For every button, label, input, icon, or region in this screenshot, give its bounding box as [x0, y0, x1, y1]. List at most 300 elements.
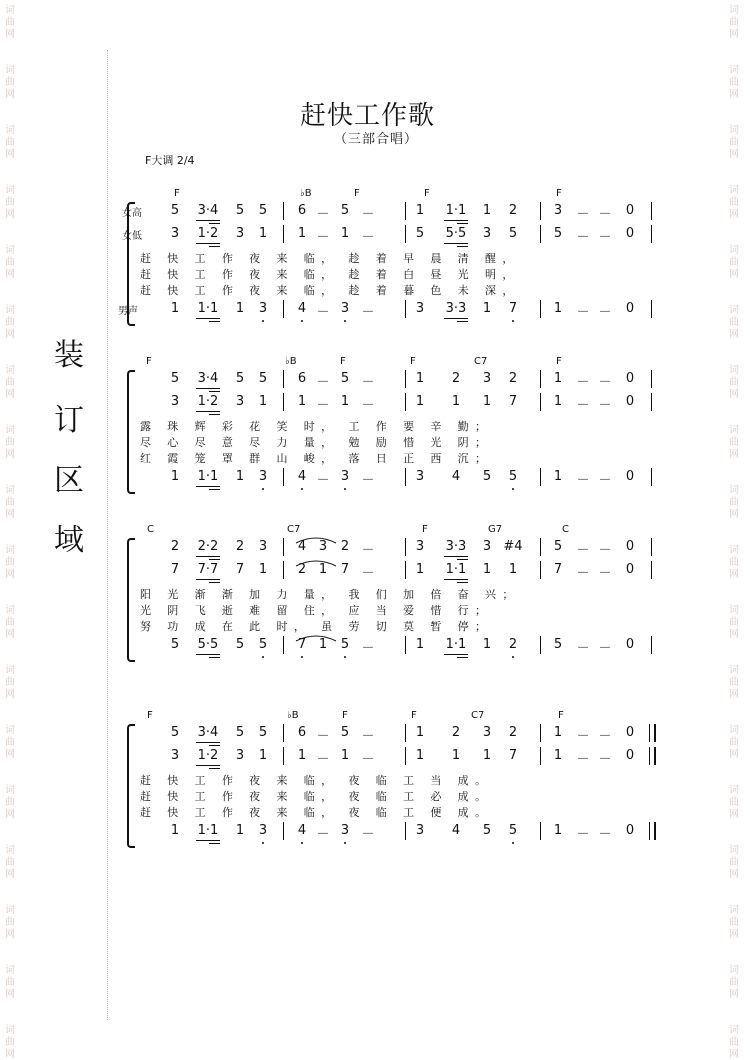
soprano-note: 2: [451, 725, 461, 740]
watermark-char: 网: [729, 269, 739, 280]
barline: [405, 300, 406, 318]
alto-note: 1·2: [197, 748, 219, 763]
chord-symbol: F: [411, 710, 417, 721]
barline: [405, 636, 406, 654]
alto-note: 1: [451, 394, 461, 409]
watermark-char: 词: [729, 965, 739, 976]
alto-note: 0: [625, 394, 635, 409]
watermark-char: 网: [729, 89, 739, 100]
chord-symbol: F: [146, 356, 152, 367]
soprano-note: 0: [625, 371, 635, 386]
sixteenth-underline: [209, 582, 220, 583]
alto-note: 5: [508, 226, 518, 241]
system-brace: [127, 202, 135, 326]
binding-label-char: 订: [54, 403, 84, 438]
male-note: 1: [482, 637, 492, 652]
system-brace: [127, 724, 135, 848]
watermark-char: 网: [5, 629, 15, 640]
alto-note: 5·5: [445, 226, 467, 241]
barline: [540, 225, 541, 243]
chord-symbol: F: [556, 188, 562, 199]
watermark-char: 曲: [729, 17, 739, 28]
male-note: 3: [258, 823, 268, 838]
eighth-underline: [444, 220, 468, 221]
male-note: 3: [415, 301, 425, 316]
watermark-char: 网: [5, 269, 15, 280]
alto-note: 0: [625, 748, 635, 763]
barline: [405, 370, 406, 388]
male-note: －: [576, 305, 590, 320]
watermark-char: 词: [5, 5, 15, 16]
barline: [651, 561, 652, 579]
alto-note: －: [598, 566, 612, 581]
soprano-note: 3: [318, 539, 328, 554]
soprano-note: 1: [553, 371, 563, 386]
low-octave-dot: [262, 488, 264, 490]
alto-note: 1: [482, 748, 492, 763]
barline: [651, 370, 652, 388]
chord-symbol: F: [340, 356, 346, 367]
watermark-char: 词: [729, 605, 739, 616]
sixteenth-underline: [209, 223, 220, 224]
watermark-char: 网: [5, 929, 15, 940]
eighth-underline: [196, 243, 220, 244]
watermark-char: 曲: [5, 857, 15, 868]
male-note: 1: [318, 637, 328, 652]
male-note: 1·1: [197, 469, 219, 484]
barline: [540, 393, 541, 411]
voice-label-male: 男声: [118, 306, 138, 317]
male-note: 3: [340, 469, 350, 484]
soprano-note: 5: [258, 725, 268, 740]
watermark-char: 网: [5, 149, 15, 160]
watermark-char: 网: [729, 689, 739, 700]
eighth-underline: [196, 220, 220, 221]
male-note: 5: [235, 637, 245, 652]
watermark-char: 网: [729, 809, 739, 820]
eighth-underline: [196, 388, 220, 389]
soprano-note: 5: [340, 203, 350, 218]
barline: [283, 538, 284, 556]
alto-note: 1: [340, 748, 350, 763]
low-octave-dot: [301, 842, 303, 844]
sixteenth-underline: [209, 559, 220, 560]
sixteenth-underline: [457, 559, 468, 560]
barline: [651, 225, 652, 243]
watermark-char: 曲: [5, 77, 15, 88]
alto-note: 1: [318, 562, 328, 577]
watermark-char: 网: [5, 509, 15, 520]
alto-note: 3: [235, 226, 245, 241]
alto-note: －: [598, 752, 612, 767]
male-note: 3: [340, 301, 350, 316]
watermark-char: 网: [729, 29, 739, 40]
watermark-char: 网: [729, 989, 739, 1000]
barline: [405, 724, 406, 742]
soprano-note: －: [361, 543, 375, 558]
soprano-note: 2: [508, 203, 518, 218]
eighth-underline: [444, 579, 468, 580]
soprano-note: 3: [415, 539, 425, 554]
song-subtitle: （三部合唱）: [334, 132, 419, 147]
soprano-note: 3: [482, 725, 492, 740]
alto-note: －: [316, 752, 330, 767]
barline: [283, 300, 284, 318]
male-note: 2: [508, 637, 518, 652]
soprano-note: 5: [235, 725, 245, 740]
male-note: －: [576, 827, 590, 842]
male-note: 5: [508, 823, 518, 838]
watermark-char: 曲: [729, 677, 739, 688]
alto-note: 5: [553, 226, 563, 241]
eighth-underline: [444, 243, 468, 244]
watermark-char: 曲: [729, 77, 739, 88]
low-octave-dot: [344, 320, 346, 322]
watermark-char: 曲: [5, 557, 15, 568]
barline: [283, 468, 284, 486]
soprano-note: 1: [415, 371, 425, 386]
watermark-char: 曲: [729, 1037, 739, 1048]
sixteenth-underline: [209, 843, 220, 844]
male-note: 1·1: [445, 637, 467, 652]
alto-note: 7·7: [197, 562, 219, 577]
male-note: 4: [297, 301, 307, 316]
alto-note: 0: [625, 226, 635, 241]
male-note: 5: [170, 637, 180, 652]
alto-note: 3: [235, 748, 245, 763]
male-note: 1·1: [197, 823, 219, 838]
soprano-note: 3·3: [445, 539, 467, 554]
watermark-char: 网: [5, 29, 15, 40]
song-title: 赶快工作歌: [300, 101, 436, 131]
soprano-note: 5: [235, 371, 245, 386]
soprano-note: －: [316, 375, 330, 390]
chord-symbol: F: [424, 188, 430, 199]
alto-note: 7: [235, 562, 245, 577]
male-note: 3: [258, 301, 268, 316]
watermark-char: 曲: [729, 197, 739, 208]
low-octave-dot: [344, 842, 346, 844]
watermark-char: 网: [729, 749, 739, 760]
sixteenth-underline: [209, 745, 220, 746]
soprano-note: 1: [415, 725, 425, 740]
soprano-note: 3·4: [197, 725, 219, 740]
watermark-char: 曲: [729, 317, 739, 328]
watermark-char: 词: [5, 545, 15, 556]
eighth-underline: [196, 411, 220, 412]
chord-symbol: C7: [287, 524, 301, 535]
male-note: 1: [235, 469, 245, 484]
low-octave-dot: [301, 488, 303, 490]
binding-label-char: 装: [54, 338, 84, 373]
sixteenth-underline: [457, 582, 468, 583]
soprano-note: －: [361, 729, 375, 744]
soprano-note: 5: [170, 371, 180, 386]
watermark-char: 网: [729, 449, 739, 460]
soprano-note: 2: [508, 725, 518, 740]
alto-note: 1: [415, 748, 425, 763]
low-octave-dot: [512, 842, 514, 844]
male-note: 1: [235, 823, 245, 838]
watermark-char: 词: [5, 305, 15, 316]
alto-note: －: [576, 230, 590, 245]
chord-symbol: F: [342, 710, 348, 721]
watermark-char: 曲: [729, 977, 739, 988]
barline: [283, 724, 284, 742]
lyric-line: 阳 光 渐 渐 加 力 量， 我 们 加 倍 奋 兴；: [140, 588, 520, 601]
soprano-note: －: [316, 207, 330, 222]
watermark-char: 词: [5, 425, 15, 436]
watermark-char: 网: [729, 869, 739, 880]
male-note: 4: [451, 823, 461, 838]
chord-symbol: G7: [488, 524, 503, 535]
sixteenth-underline: [209, 321, 220, 322]
slur: [294, 633, 338, 643]
barline: [540, 370, 541, 388]
alto-note: 1·2: [197, 394, 219, 409]
alto-note: 1: [340, 226, 350, 241]
male-note: 5: [553, 637, 563, 652]
alto-note: －: [361, 230, 375, 245]
barline: [283, 636, 284, 654]
soprano-note: 3: [482, 371, 492, 386]
low-octave-dot: [344, 488, 346, 490]
soprano-note: －: [576, 207, 590, 222]
barline: [283, 370, 284, 388]
alto-note: 1·1: [445, 562, 467, 577]
soprano-note: 2: [235, 539, 245, 554]
watermark-char: 词: [729, 785, 739, 796]
watermark-char: 网: [729, 209, 739, 220]
barline: [540, 747, 541, 765]
soprano-note: －: [598, 375, 612, 390]
watermark-char: 词: [729, 545, 739, 556]
right-watermark-strip: [728, 0, 746, 1060]
chord-symbol: F: [422, 524, 428, 535]
alto-note: －: [361, 752, 375, 767]
watermark-char: 网: [5, 89, 15, 100]
alto-note: 7: [508, 394, 518, 409]
watermark-char: 曲: [5, 977, 15, 988]
alto-note: 7: [553, 562, 563, 577]
alto-note: 1: [415, 394, 425, 409]
chord-symbol: C: [147, 524, 154, 535]
watermark-char: 曲: [5, 497, 15, 508]
watermark-char: 网: [5, 809, 15, 820]
alto-note: 3: [482, 226, 492, 241]
low-octave-dot: [262, 320, 264, 322]
watermark-char: 曲: [5, 437, 15, 448]
eighth-underline: [196, 654, 220, 655]
low-octave-dot: [262, 656, 264, 658]
chord-symbol: F: [558, 710, 564, 721]
binding-line: [107, 50, 108, 1020]
barline: [540, 822, 541, 840]
alto-note: －: [576, 752, 590, 767]
male-note: －: [576, 641, 590, 656]
soprano-note: 5: [258, 371, 268, 386]
watermark-char: 词: [5, 485, 15, 496]
watermark-char: 曲: [5, 737, 15, 748]
watermark-char: 词: [5, 605, 15, 616]
soprano-note: 3: [258, 539, 268, 554]
alto-note: －: [576, 566, 590, 581]
watermark-char: 曲: [5, 1037, 15, 1048]
chord-symbol: ♭B: [287, 710, 299, 721]
watermark-char: 曲: [5, 137, 15, 148]
watermark-char: 曲: [5, 617, 15, 628]
male-note: －: [598, 641, 612, 656]
alto-note: 1: [482, 562, 492, 577]
binding-label-char: 域: [54, 523, 84, 558]
male-note: 5: [340, 637, 350, 652]
chord-symbol: F: [556, 356, 562, 367]
watermark-char: 词: [729, 665, 739, 676]
watermark-char: 词: [729, 5, 739, 16]
male-note: 3: [415, 469, 425, 484]
watermark-char: 曲: [5, 917, 15, 928]
soprano-note: 5: [170, 725, 180, 740]
soprano-note: 6: [297, 371, 307, 386]
watermark-char: 网: [5, 569, 15, 580]
watermark-char: 网: [5, 689, 15, 700]
soprano-note: －: [316, 729, 330, 744]
barline: [405, 202, 406, 220]
soprano-note: 5: [340, 725, 350, 740]
watermark-char: 词: [729, 725, 739, 736]
barline: [283, 202, 284, 220]
sixteenth-underline: [209, 246, 220, 247]
soprano-note: 5: [340, 371, 350, 386]
soprano-note: 2: [451, 371, 461, 386]
alto-note: 1: [508, 562, 518, 577]
male-note: －: [361, 827, 375, 842]
voice-label-soprano: 女高: [122, 208, 142, 219]
soprano-note: 1: [482, 203, 492, 218]
watermark-char: 网: [729, 569, 739, 580]
alto-note: 0: [625, 562, 635, 577]
sixteenth-underline: [209, 768, 220, 769]
voice-label-alto: 女低: [122, 231, 142, 242]
eighth-underline: [196, 579, 220, 580]
watermark-char: 词: [5, 845, 15, 856]
low-octave-dot: [344, 656, 346, 658]
soprano-note: 3: [482, 539, 492, 554]
watermark-char: 曲: [5, 17, 15, 28]
eighth-underline: [196, 765, 220, 766]
male-note: －: [316, 305, 330, 320]
barline: [651, 300, 652, 318]
watermark-char: 曲: [729, 617, 739, 628]
low-octave-dot: [512, 320, 514, 322]
male-note: 1: [553, 469, 563, 484]
chord-symbol: ♭B: [285, 356, 297, 367]
male-note: －: [576, 473, 590, 488]
system-brace: [127, 370, 135, 494]
chord-symbol: F: [174, 188, 180, 199]
alto-note: 1: [415, 562, 425, 577]
lyric-line: 露 珠 辉 彩 花 笑 时， 工 作 要 辛 勤；: [140, 420, 493, 433]
alto-note: －: [576, 398, 590, 413]
alto-note: －: [361, 566, 375, 581]
alto-note: 1: [340, 394, 350, 409]
barline: [283, 393, 284, 411]
slur: [294, 558, 338, 568]
soprano-note: －: [361, 207, 375, 222]
alto-note: 3: [235, 394, 245, 409]
soprano-note: 0: [625, 539, 635, 554]
male-note: 3: [415, 823, 425, 838]
soprano-note: 3·4: [197, 371, 219, 386]
alto-note: 1: [482, 394, 492, 409]
male-note: 1: [482, 301, 492, 316]
watermark-char: 词: [5, 365, 15, 376]
barline: [405, 393, 406, 411]
sixteenth-underline: [457, 246, 468, 247]
alto-note: 3: [170, 226, 180, 241]
eighth-underline: [196, 742, 220, 743]
watermark-char: 网: [5, 869, 15, 880]
system-brace: [127, 538, 135, 662]
soprano-note: 5: [235, 203, 245, 218]
soprano-note: －: [598, 207, 612, 222]
watermark-char: 词: [729, 845, 739, 856]
alto-note: 1: [297, 748, 307, 763]
barline: [540, 300, 541, 318]
male-note: －: [361, 473, 375, 488]
soprano-note: 5: [553, 539, 563, 554]
alto-note: 1: [553, 394, 563, 409]
sixteenth-underline: [457, 321, 468, 322]
alto-note: －: [361, 398, 375, 413]
low-octave-dot: [512, 656, 514, 658]
watermark-char: 网: [5, 389, 15, 400]
alto-note: 1: [553, 748, 563, 763]
barline: [540, 468, 541, 486]
watermark-char: 词: [729, 1025, 739, 1036]
soprano-note: 3: [553, 203, 563, 218]
male-note: －: [316, 827, 330, 842]
watermark-char: 曲: [729, 557, 739, 568]
soprano-note: 3·4: [197, 203, 219, 218]
watermark-char: 词: [729, 365, 739, 376]
watermark-char: 词: [5, 665, 15, 676]
alto-note: 2: [297, 562, 307, 577]
male-note: 5: [258, 637, 268, 652]
soprano-note: －: [598, 543, 612, 558]
watermark-char: 曲: [729, 377, 739, 388]
male-note: －: [598, 473, 612, 488]
watermark-char: 曲: [5, 677, 15, 688]
watermark-char: 曲: [5, 257, 15, 268]
watermark-char: 曲: [729, 737, 739, 748]
soprano-note: 2: [340, 539, 350, 554]
male-note: 4: [451, 469, 461, 484]
watermark-char: 词: [729, 245, 739, 256]
watermark-char: 网: [5, 209, 15, 220]
sixteenth-underline: [209, 657, 220, 658]
soprano-note: －: [598, 729, 612, 744]
watermark-char: 词: [5, 965, 15, 976]
barline: [283, 561, 284, 579]
male-note: 0: [625, 301, 635, 316]
barline: [540, 724, 541, 742]
eighth-underline: [444, 318, 468, 319]
alto-note: 7: [508, 748, 518, 763]
watermark-char: 词: [729, 125, 739, 136]
watermark-char: 网: [5, 329, 15, 340]
barline: [283, 747, 284, 765]
